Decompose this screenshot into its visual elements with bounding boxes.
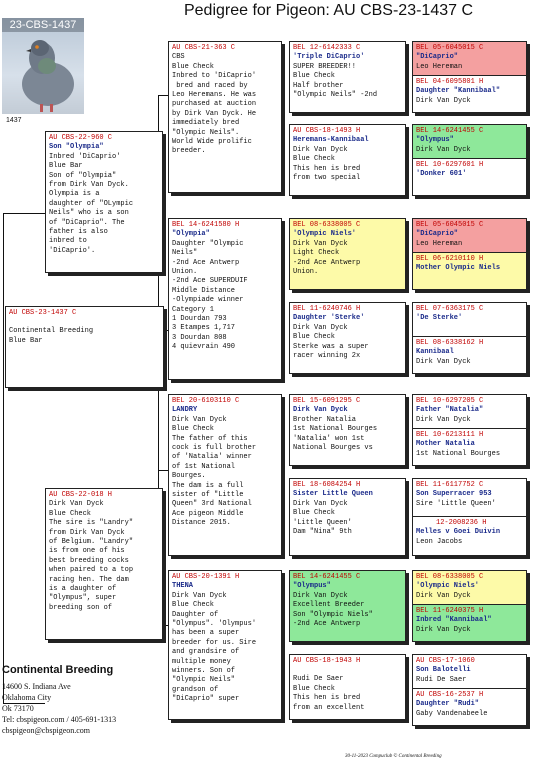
ring-number: AU CBS-23-1437 C — [9, 309, 77, 317]
ring-number: AU CBS-16-2537 H — [416, 691, 484, 699]
great-grandparent-card[interactable] — [289, 654, 406, 720]
ring-number: BEL 08-6338162 H — [416, 339, 484, 347]
grandparent-card[interactable] — [168, 218, 282, 380]
ring-number: BEL 05-6045015 C — [416, 44, 484, 52]
great-grandparent-card[interactable] — [289, 302, 406, 374]
great-grandparent-card[interactable] — [289, 218, 406, 290]
pigeon-name: Father "Natalia" — [416, 406, 484, 415]
breeder-city: Oklahoma City — [2, 693, 52, 702]
ring-number: BEL 10-6297601 H — [416, 161, 484, 169]
ring-number: AU CBS-17-1060 — [416, 657, 475, 665]
pigeon-name: Daughter "Kannibaal" — [416, 87, 501, 96]
ring-number: BEL 05-6045015 C — [416, 221, 484, 229]
ring-number: BEL 06-6210110 H — [416, 255, 484, 263]
ring-number: AU CBS-21-363 C — [172, 44, 236, 52]
subject-card[interactable] — [5, 306, 164, 388]
g4-sire[interactable] — [413, 42, 526, 76]
ring-number: BEL 10-6297205 C — [416, 397, 484, 405]
pigeon-description: Dirk Van Dyck Blue Check The father of this cock is full brother of 'Natalia' winner of 1st National Bourges. The dam is a full sister of "Little Queen" 3rd National Ace pigeon Middle Distance 2015. — [172, 415, 257, 528]
ring-number: BEL 15-6091295 C — [293, 397, 361, 405]
ring-number: BEL 20-6103110 C — [172, 397, 240, 405]
pigeon-name: Inbred "Kannibaal" — [416, 616, 492, 625]
ring-number: BEL 12-6142333 C — [293, 44, 361, 52]
ring-number: BEL 04-6095801 H — [416, 78, 484, 86]
breeder-phone[interactable]: Tel: cbspigeon.com / 405-691-1313 — [2, 715, 117, 724]
g4-sire[interactable] — [413, 479, 526, 517]
subject-line: Blue Bar — [9, 336, 43, 345]
g4-sire[interactable] — [413, 303, 526, 337]
pigeon-description: Dirk Van Dyck Blue Check Daughter of "Olympus". 'Olympus' has been a super breeder for us. Sire and grandsire of multiple money winners. Son of "Olympic Neils" grandson of "DiCaprio" super — [172, 591, 257, 704]
breeder-name: Dirk Van Dyck — [416, 96, 471, 105]
pigeon-description: Dirk Van Dyck Blue Check 'Little Queen' Dam "Nina" 9th — [293, 499, 352, 537]
g4-pair-card[interactable] — [412, 478, 527, 556]
pigeon-name: Sister Little Queen — [293, 490, 373, 499]
pigeon-description: CBS Blue Check Inbred to 'DiCaprio' bred and raced by Leo Heremans. He was purchased at auction by Dirk Van Dyck. He immediately bred "Olympic Neils". World Wide prolific breeder. — [172, 53, 257, 156]
pigeon-name: Son Balotelli — [416, 666, 471, 675]
g4-dam[interactable] — [413, 429, 526, 465]
ring-number: BEL 14-6241580 H — [172, 221, 240, 229]
connector-line — [158, 470, 168, 471]
grandparent-card[interactable] — [168, 41, 282, 193]
pigeon-name: "DiCaprio" — [416, 53, 459, 62]
pigeon-image — [2, 18, 84, 114]
ring-number: BEL 11-6240375 H — [416, 607, 484, 615]
pigeon-description: Dirk Van Dyck Light Check -2nd Ace Antwerp Union. — [293, 239, 361, 277]
g4-dam[interactable] — [413, 159, 526, 195]
g4-pair-card[interactable] — [412, 218, 527, 290]
g4-sire[interactable] — [413, 395, 526, 429]
breeder-info — [2, 664, 162, 736]
pigeon-description: Daughter "Olympic Neils" -2nd Ace Antwerp Union. -2nd Ace SUPERDUIF Middle Distance -Olympiade winner Category 1 1 Dourdan 793 3 Etampes 1,717 3 Dourdan 808 4 quievrain 490 — [172, 239, 248, 352]
pigeon-name: Heremans-Kannibaal — [293, 136, 369, 145]
dam-card[interactable] — [45, 488, 163, 640]
pigeon-photo — [2, 18, 84, 114]
g4-dam[interactable] — [413, 337, 526, 373]
g4-pair-card[interactable] — [412, 570, 527, 642]
breeder-name: 1st National Bourges — [416, 449, 501, 458]
breeder-name: Sire 'Little Queen' — [416, 499, 496, 508]
breeder-name: Dirk Van Dyck — [416, 145, 471, 154]
pigeon-name: 'Olympic Niels' — [416, 582, 480, 591]
breeder-name: Leo Hereman — [416, 239, 463, 248]
g4-pair-card[interactable] — [412, 394, 527, 466]
pigeon-name: "DiCaprio" — [416, 230, 459, 239]
pigeon-name: Daughter 'Sterke' — [293, 314, 365, 323]
pigeon-name: Melles v Goei Duivin — [416, 528, 501, 537]
great-grandparent-card[interactable] — [289, 394, 406, 466]
ring-number: 12-2008236 H — [436, 519, 487, 527]
ring-number: BEL 11-6240746 H — [293, 305, 361, 313]
great-grandparent-card[interactable] — [289, 41, 406, 113]
pigeon-name: Daughter "Rudi" — [416, 700, 480, 709]
breeder-email[interactable]: cbspigeon@cbspigeon.com — [2, 726, 91, 735]
g4-sire[interactable] — [413, 219, 526, 253]
g4-dam[interactable] — [413, 76, 526, 112]
pigeon-name: 'De Sterke' — [416, 314, 463, 323]
ring-number: AU CBS-20-1391 H — [172, 573, 240, 581]
ring-number: BEL 14-6241455 C — [293, 573, 361, 581]
ring-number: AU CBS-18-1493 H — [293, 127, 361, 135]
pigeon-description: Dirk Van Dyck Excellent Breeder Son "Olympic Niels" -2nd Ace Antwerp — [293, 591, 373, 629]
connector-line — [158, 95, 168, 96]
pigeon-description: SUPER BREEDER!! Blue Check Half brother "Olympic Neils" -2nd — [293, 62, 378, 100]
breeder-name: Dirk Van Dyck — [416, 625, 471, 634]
breeder-name: Dirk Van Dyck — [416, 415, 471, 424]
pigeon-name: Dirk Van Dyck — [293, 406, 348, 415]
pigeon-description: Dirk Van Dyck Blue Check The sire is "Landry" from Dirk Van Dyck of Belgium. "Landry" is from one of his best breeding cocks when paired to a top racing hen. The dam is a daughter of "Olympus", super breeding son of — [49, 500, 134, 612]
subject-line: Continental Breeding — [9, 327, 94, 336]
pigeon-name: "Olympus" — [416, 136, 454, 145]
ring-number: BEL 14-6241455 C — [416, 127, 484, 135]
pigeon-name: 'Olympic Niels' — [293, 230, 357, 239]
page-title: Pedigree for Pigeon: AU CBS-23-1437 C — [183, 2, 474, 19]
pigeon-name: 'Triple DiCaprio' — [293, 53, 365, 62]
pigeon-name: Son Superracer 953 — [416, 490, 492, 499]
breeder-name: Rudi De Saer — [416, 675, 467, 684]
photo-label: 23-CBS-1437 — [2, 18, 84, 32]
sire-card[interactable] — [45, 131, 163, 273]
breeder-name: Dirk Van Dyck — [416, 591, 471, 600]
g4-pair-card[interactable] — [412, 302, 527, 374]
ring-number: AU CBS-22-018 H — [49, 491, 113, 499]
great-grandparent-card[interactable] — [289, 478, 406, 556]
pigeon-name: Son "Olympia" — [49, 143, 104, 152]
pigeon-description: Dirk Van Dyck Blue Check Sterke was a super racer winning 2x — [293, 323, 369, 361]
g4-pair-card[interactable] — [412, 41, 527, 113]
connector-line — [3, 213, 45, 214]
pigeon-name: LANDRY — [172, 406, 198, 415]
photo-caption: 1437 — [6, 117, 22, 124]
ring-number: BEL 10-6213111 H — [416, 431, 484, 439]
g4-dam[interactable] — [413, 689, 526, 725]
breeder-address: 14600 S. Indiana Ave — [2, 682, 71, 691]
g4-dam[interactable] — [413, 517, 526, 555]
breeder-state: Ok 73170 — [2, 704, 34, 713]
pigeon-name: THENA — [172, 582, 194, 591]
footer-credit: 30-11-2023 Compuclub © Continental Breeding — [345, 754, 442, 759]
pigeon-description: Rudi De Saer Blue Check This hen is bred from an excellent — [293, 675, 365, 712]
connector-line — [3, 213, 4, 703]
g4-pair-card[interactable] — [412, 124, 527, 196]
ring-number: AU CBS-22-960 C — [49, 134, 113, 142]
pigeon-description: Inbred 'DiCaprio' Blue Bar Son of "Olympia" from Dirk Van Dyck. Olympia is a daughter of "OLympic Neils" who is a son of "DiCaprio". The father is also inbred to 'DiCaprio'. — [49, 152, 134, 255]
pigeon-name: 'Donker 601' — [416, 170, 467, 179]
breeder-name: Leo Hereman — [416, 62, 463, 71]
grandparent-card[interactable] — [168, 570, 282, 720]
ring-number: AU CBS-18-1943 H — [293, 657, 361, 665]
pigeon-name: Mother Natalia — [416, 440, 475, 449]
g4-pair-card[interactable] — [412, 654, 527, 726]
pigeon-name: "Olympus" — [293, 582, 331, 591]
g4-sire[interactable] — [413, 571, 526, 605]
great-grandparent-card[interactable] — [289, 124, 406, 196]
pigeon-description: Brother Natalia 1st National Bourges 'Natalia' won 1st National Bourges vs — [293, 415, 378, 453]
pigeon-name: Kannibaal — [416, 348, 454, 357]
breeder-title: Continental Breeding — [2, 664, 114, 676]
breeder-name: Gaby Vandenabeele — [416, 709, 488, 718]
breeder-name: Leon Jacobs — [416, 537, 463, 546]
g4-sire[interactable] — [413, 655, 526, 689]
breeder-name: Dirk Van Dyck — [416, 357, 471, 366]
ring-number: BEL 08-6338005 C — [293, 221, 361, 229]
g4-dam[interactable] — [413, 253, 526, 289]
g4-dam[interactable] — [413, 605, 526, 641]
ring-number: BEL 08-6338005 C — [416, 573, 484, 581]
pigeon-description: Dirk Van Dyck Blue Check This hen is bred from two special — [293, 145, 361, 183]
pigeon-name: "Olympia" — [172, 230, 210, 239]
grandparent-card[interactable] — [168, 394, 282, 556]
g4-sire[interactable] — [413, 125, 526, 159]
ring-number: BEL 18-6084254 H — [293, 481, 361, 489]
pigeon-name: Mother Olympic Niels — [416, 264, 501, 273]
ring-number: BEL 11-6117752 C — [416, 481, 484, 489]
ring-number: BEL 07-6363175 C — [416, 305, 484, 313]
great-grandparent-card[interactable] — [289, 570, 406, 642]
